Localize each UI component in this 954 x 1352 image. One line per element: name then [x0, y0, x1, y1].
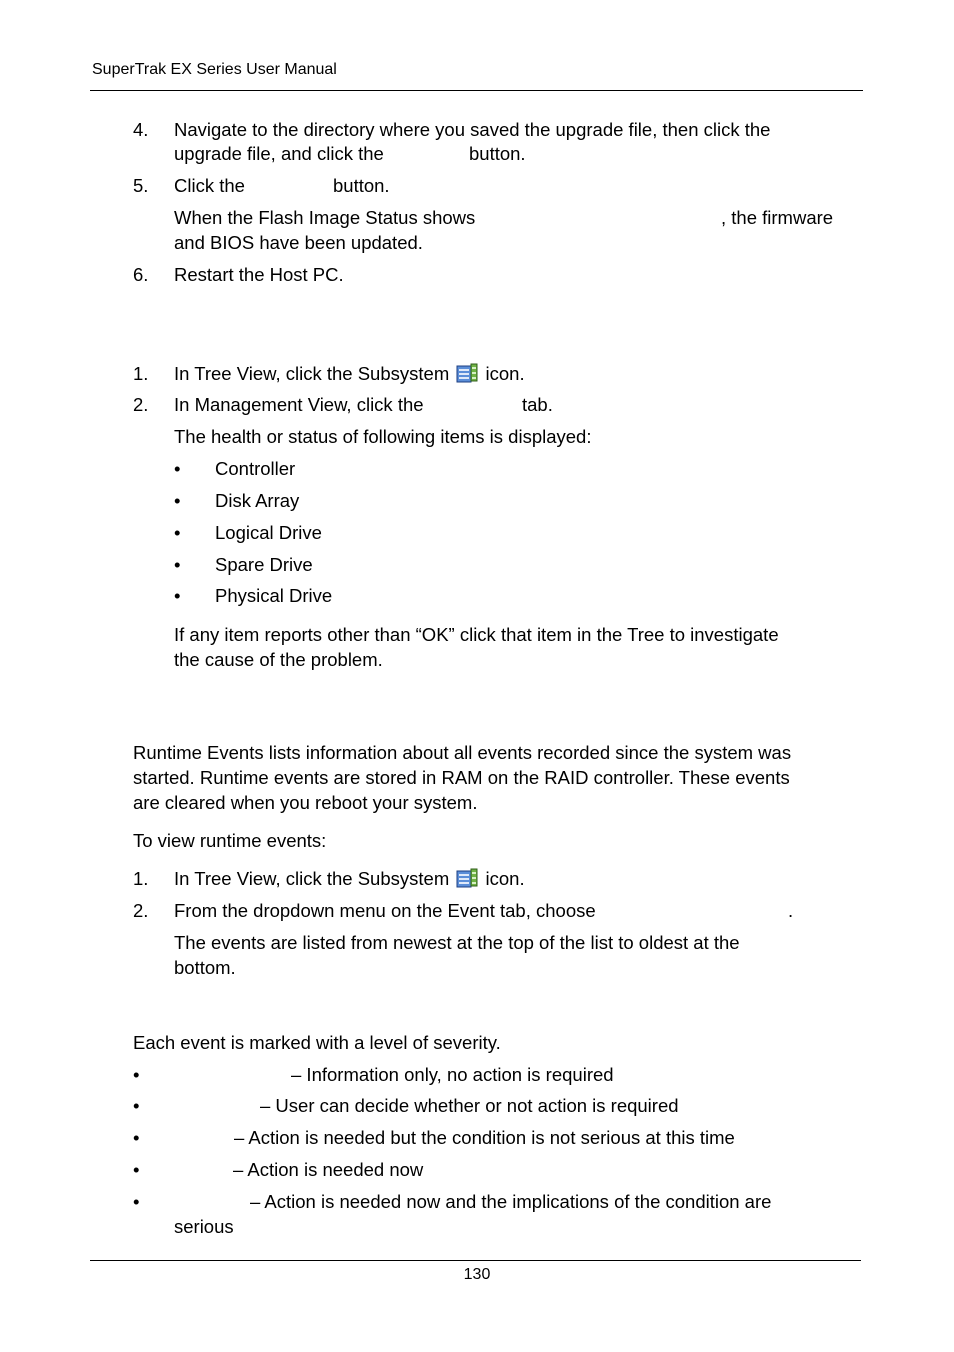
list-item: Disk Array: [215, 490, 300, 511]
bullet: •: [174, 554, 181, 575]
step-note: If any item reports other than “OK” click that item in the Tree to investigate: [174, 624, 779, 645]
step-text: [174, 866, 525, 891]
severity-item: – Action is needed now: [233, 1159, 424, 1180]
severity-item-continuation: serious: [174, 1216, 234, 1237]
bullet: •: [174, 585, 181, 606]
step-note: the cause of the problem.: [174, 649, 383, 670]
paragraph-line: are cleared when you reboot your system.: [133, 792, 478, 813]
footer-rule: [90, 1260, 861, 1261]
step-number: 2.: [133, 900, 149, 921]
step-text: From the dropdown menu on the Event tab, choose: [174, 900, 596, 921]
paragraph-line: Runtime Events lists information about all events recorded since the system was: [133, 742, 792, 763]
step-text: button.: [333, 175, 390, 196]
step-number: 5.: [133, 175, 149, 196]
list-item: Controller: [215, 458, 296, 479]
bullet: •: [174, 458, 181, 479]
bullet: •: [133, 1191, 140, 1212]
step-number: 4.: [133, 119, 149, 140]
bullet: •: [133, 1095, 140, 1116]
step-number: 6.: [133, 264, 149, 285]
step-text: tab.: [522, 394, 553, 415]
list-item: Spare Drive: [215, 554, 313, 575]
page-number: 130: [463, 1266, 491, 1283]
step-text: .: [788, 900, 794, 921]
subsystem-icon: [456, 868, 478, 888]
step-note: The health or status of following items is displayed:: [174, 426, 592, 447]
paragraph-line: Each event is marked with a level of severity.: [133, 1032, 501, 1053]
severity-item: – Information only, no action is required: [291, 1064, 614, 1085]
step-text-part: In Tree View, click the Subsystem: [174, 363, 450, 384]
bullet: •: [174, 522, 181, 543]
subsystem-icon: [456, 363, 478, 383]
severity-item: – Action is needed but the condition is not serious at this time: [234, 1127, 735, 1148]
running-header: SuperTrak EX Series User Manual: [92, 61, 337, 78]
severity-item: – User can decide whether or not action is required: [260, 1095, 679, 1116]
step-number: 1.: [133, 363, 149, 384]
step-text: button.: [469, 143, 526, 164]
step-text: In Management View, click the: [174, 394, 424, 415]
header-rule: [90, 90, 863, 91]
step-text: upgrade file, and click the: [174, 143, 384, 164]
step-text: [174, 361, 525, 386]
paragraph-line: started. Runtime events are stored in RAM on the RAID controller. These events: [133, 767, 790, 788]
step-text-part: icon.: [485, 868, 525, 889]
step-note: When the Flash Image Status shows: [174, 207, 476, 228]
step-note: , the firmware: [721, 207, 834, 228]
severity-item: – Action is needed now and the implications of the condition are: [250, 1191, 772, 1212]
bullet: •: [174, 490, 181, 511]
bullet: •: [133, 1064, 140, 1085]
step-note: bottom.: [174, 957, 236, 978]
paragraph-line: To view runtime events:: [133, 830, 327, 851]
bullet: •: [133, 1159, 140, 1180]
step-number: 2.: [133, 394, 149, 415]
step-number: 1.: [133, 868, 149, 889]
step-note: and BIOS have been updated.: [174, 232, 423, 253]
list-item: Physical Drive: [215, 585, 333, 606]
step-text: Click the: [174, 175, 245, 196]
list-item: Logical Drive: [215, 522, 322, 543]
step-note: The events are listed from newest at the top of the list to oldest at the: [174, 932, 740, 953]
step-text-part: In Tree View, click the Subsystem: [174, 868, 450, 889]
step-text: Navigate to the directory where you saved the upgrade file, then click the: [174, 119, 771, 140]
bullet: •: [133, 1127, 140, 1148]
step-text-part: icon.: [485, 363, 525, 384]
step-text: Restart the Host PC.: [174, 264, 344, 285]
